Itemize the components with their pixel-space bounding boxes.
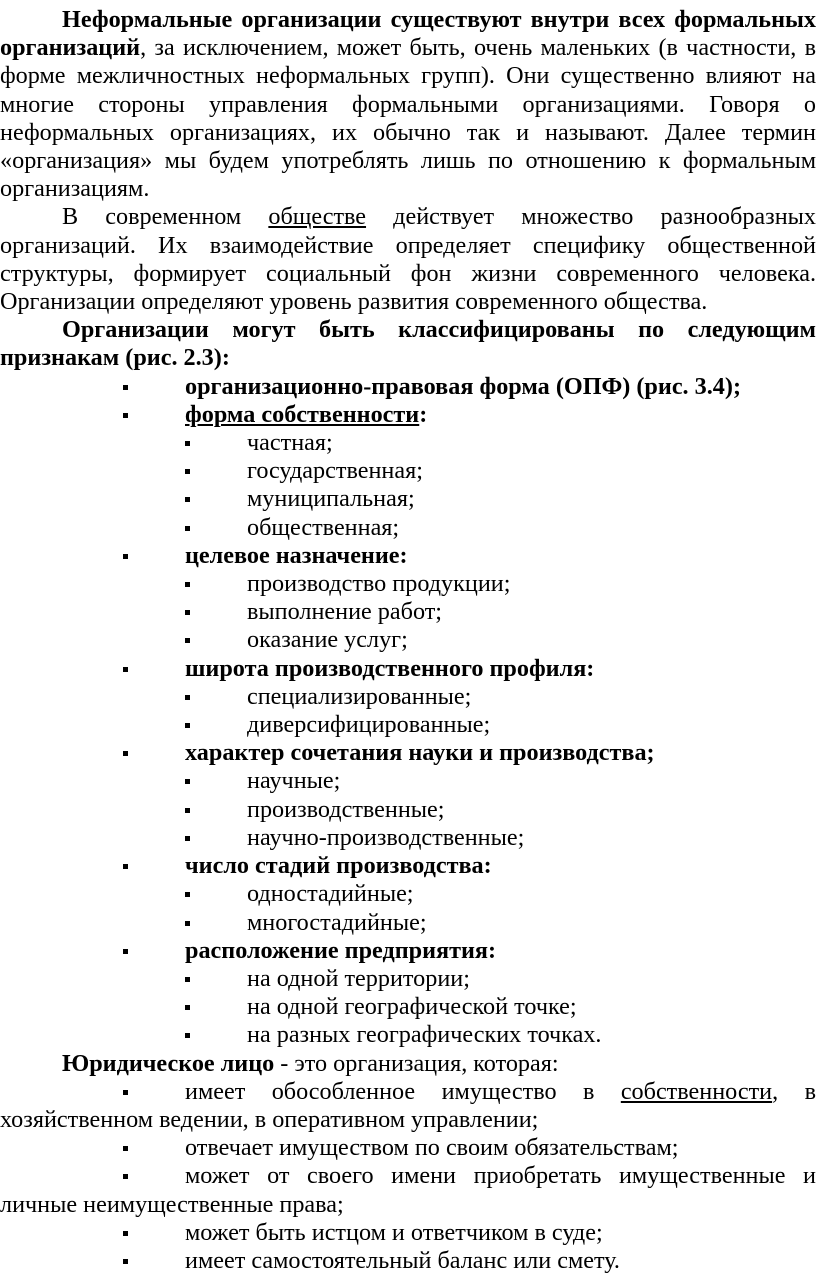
bullet-icon [123, 751, 128, 756]
bullet-icon [123, 554, 128, 559]
criterion-opf: организационно-правовая форма (ОПФ) (рис. 3.4); [0, 373, 816, 401]
list-item: диверсифицированные; [0, 711, 816, 739]
list-item: государственная; [0, 457, 816, 485]
list-item: муниципальная; [0, 485, 816, 513]
bullet-icon [185, 497, 190, 502]
bullet-icon [185, 638, 190, 643]
legal-entity-definition: Юридическое лицо - это организация, которая: [62, 1049, 559, 1077]
legal-item: отвечает имуществом по своим обязательствам; [0, 1134, 816, 1162]
criterion-ownership: форма собственности: [0, 401, 816, 429]
bullet-icon [123, 1231, 128, 1236]
paragraph-text: В современном [62, 203, 269, 231]
classification-heading: Организации могут быть классифицированы по следующим признакам (рис. 2.3): [0, 316, 816, 372]
bullet-icon [185, 610, 190, 615]
list-item: производство продукции; [0, 570, 816, 598]
bullet-icon [185, 892, 190, 897]
bullet-icon [185, 441, 190, 446]
list-item: производственные; [0, 796, 816, 824]
society-link[interactable]: обществе [268, 203, 367, 231]
bullet-icon [123, 1259, 128, 1264]
bullet-icon [123, 413, 128, 418]
list-item: выполнение работ; [0, 598, 816, 626]
legal-item: имеет обособленное имущество в собственности, в хозяйственном ведении, в оперативном управлении; [0, 1077, 816, 1133]
bullet-icon [185, 1005, 190, 1010]
criterion-purpose: целевое назначение: [0, 542, 816, 570]
list-item: на одной территории; [0, 965, 816, 993]
bullet-icon [185, 779, 190, 784]
bullet-icon [185, 808, 190, 813]
list-item: на одной географической точке; [0, 993, 816, 1021]
legal-entity-term: Юридическое лицо [62, 1049, 275, 1077]
paragraph-society [0, 203, 816, 316]
legal-item: имеет самостоятельный баланс или смету. [0, 1247, 816, 1275]
legal-item: может быть истцом и ответчиком в суде; [0, 1219, 816, 1247]
bullet-icon [185, 469, 190, 474]
bullet-icon [123, 1090, 128, 1095]
bullet-icon [185, 526, 190, 531]
bullet-icon [185, 977, 190, 982]
list-item: общественная; [0, 514, 816, 542]
bullet-icon [123, 667, 128, 672]
paragraph-text: , за исключением, может быть, очень маленьких (в частности, в форме межличностных неформальных групп). Они существенно влияют на многие стороны управления формальными организациями. Говоря о неформальных организациях, их обычно так и называют. Далее термин «организация» мы будем употреблять лишь по отношению к формальным организациям. [0, 34, 816, 203]
bullet-icon [185, 921, 190, 926]
bullet-icon [123, 864, 128, 869]
bullet-icon [123, 385, 128, 390]
property-link[interactable]: собственности [620, 1077, 773, 1105]
bullet-icon [123, 1174, 128, 1179]
criterion-stages: число стадий производства: [0, 852, 816, 880]
criterion-location: расположение предприятия: [0, 937, 816, 965]
list-item: научные; [0, 767, 816, 795]
bold-lead: Неформальные организации существуют внутри всех формальных организаций [0, 6, 816, 62]
bullet-icon [185, 723, 190, 728]
criterion-profile: широта производственного профиля: [0, 655, 816, 683]
bullet-icon [185, 1033, 190, 1038]
bullet-icon [123, 1146, 128, 1151]
criterion-science: характер сочетания науки и производства; [0, 739, 816, 767]
bullet-icon [185, 582, 190, 587]
ownership-link[interactable]: форма собственности [185, 400, 420, 428]
legal-item: может от своего имени приобретать имущественные и личные неимущественные права; [0, 1162, 816, 1218]
bullet-icon [123, 949, 128, 954]
list-item: частная; [0, 429, 816, 457]
bullet-icon [185, 695, 190, 700]
list-item: одностадийные; [0, 880, 816, 908]
list-item: оказание услуг; [0, 626, 816, 654]
paragraph-informal [0, 6, 816, 203]
list-item: научно-производственные; [0, 824, 816, 852]
paragraph-text: действует множество разнообразных организаций. Их взаимодействие определяет специфику общественной структуры, формирует социальный фон жизни современного человека. Организации определяют уровень развития современного общества. [0, 203, 816, 316]
list-item: на разных географических точках. [0, 1021, 816, 1049]
list-item: многостадийные; [0, 909, 816, 937]
list-item: специализированные; [0, 683, 816, 711]
bullet-icon [185, 836, 190, 841]
